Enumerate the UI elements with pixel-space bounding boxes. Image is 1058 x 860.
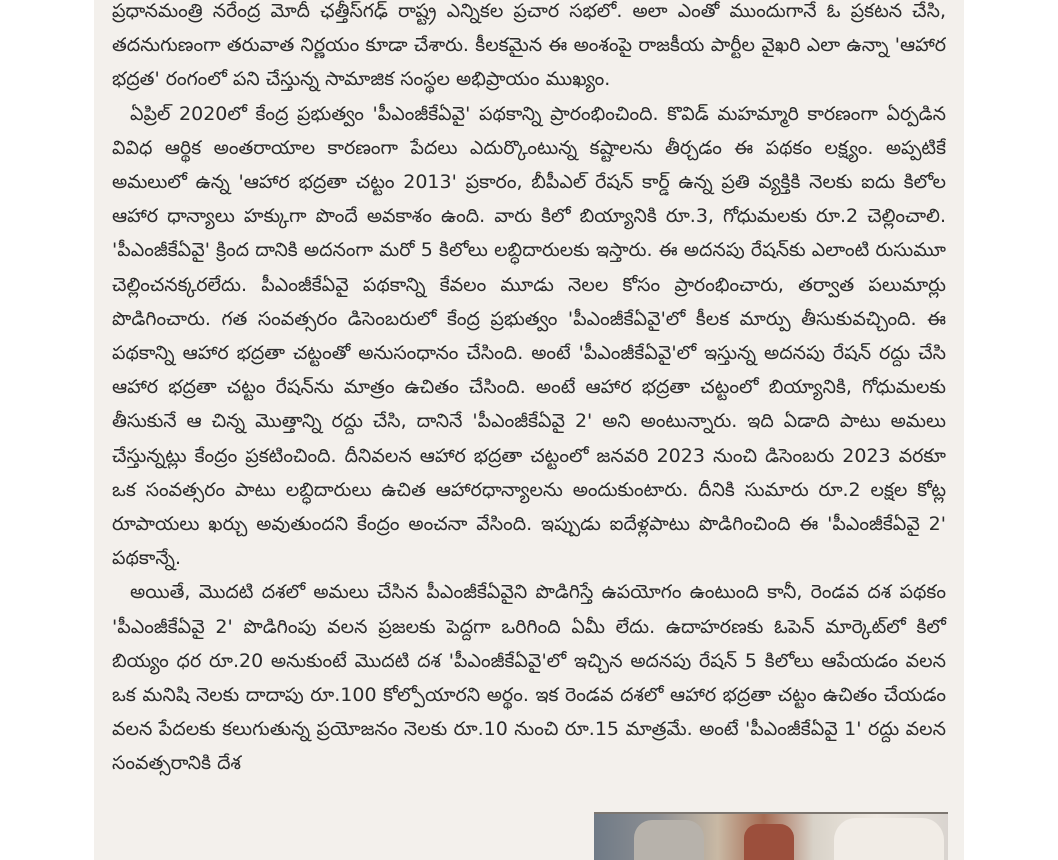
sack-shape — [834, 818, 944, 860]
sack-shape — [744, 824, 794, 860]
article-column — [94, 0, 964, 860]
article-body — [112, 0, 946, 781]
paragraph-3: అయితే, మొదటి దశలో అమలు చేసిన పీఎంజీకేఏవైని పొడిగిస్తే ఉపయోగం ఉంటుంది కానీ, రెండవ దశ పథకం 'పీఎంజీకేఏవై 2' పొడిగింపు వలన ప్రజలకు పెద్దగా ఒరిగింది ఏమీ లేదు. ఉదాహరణకు ఓపెన్ మార్కెట్‌లో కిలో బియ్యం ధర రూ.20 అనుకుంటే మొదటి దశ 'పీఎంజీకేఏవై'లో ఇచ్చిన అదనపు రేషన్ 5 కిలోలు ఆపేయడం వలన ఒక మనిషి నెలకు దాదాపు రూ.100 కోల్పోయారని అర్థం. ఇక రెండవ దశలో ఆహార భద్రతా చట్టం ఉచితం చేయడం వలన పేదలకు కలుగుతున్న ప్రయోజనం నెలకు రూ.10 నుంచి రూ.15 మాత్రమే. అంటే 'పీఎంజీకేఏవై 1' రద్దు వలన సంవత్సరానికి దేశ — [112, 581, 946, 775]
paragraph-2: ఏప్రిల్ 2020లో కేంద్ర ప్రభుత్వం 'పీఎంజీకేఏవై' పథకాన్ని ప్రారంభించింది. కొవిడ్ మహమ్మారి కారణంగా ఏర్పడిన వివిధ ఆర్థిక అంతరాయాల కారణంగా పేదలు ఎదుర్కొంటున్న కష్టాలను తీర్చడం ఈ పథకం లక్ష్యం. అప్పటికే అమలులో ఉన్న 'ఆహార భద్రతా చట్టం 2013' ప్రకారం, బీపీఎల్ రేషన్ కార్డ్ ఉన్న ప్రతి వ్యక్తికి నెలకు ఐదు కిలోల ఆహార ధాన్యాలు హక్కుగా పొందే అవకాశం ఉంది. వారు కిలో బియ్యానికి రూ.3, గోధుమలకు రూ.2 చెల్లించాలి. 'పీఎంజీకేఏవై' క్రింద దానికి అదనంగా మరో 5 కిలోలు లబ్ధిదారులకు ఇస్తారు. ఈ అదనపు రేషన్‌కు ఎలాంటి రుసుమూ చెల్లించనక్కరలేదు. పీఎంజీకేఏవై పథకాన్ని కేవలం మూడు నెలల కోసం ప్రారంభించారు, తర్వాత పలుమార్లు పొడిగించారు. గత సంవత్సరం డిసెంబరులో కేంద్ర ప్రభుత్వం 'పీఎంజీకేఏవై'లో కీలక మార్పు తీసుకువచ్చింది. ఈ పథకాన్ని ఆహార భద్రతా చట్టంతో అనుసంధానం చేసింది. అంటే 'పీఎంజీకేఏవై'లో ఇస్తున్న అదనపు రేషన్ రద్దు చేసి ఆహార భద్రతా చట్టం రేషన్‌ను మాత్రం ఉచితం చేసింది. అంటే ఆహార భద్రతా చట్టంలో బియ్యానికి, గోధుమలకు తీసుకునే ఆ చిన్న మొత్తాన్ని రద్దు చేసి, దానినే 'పీఎంజీకేఏవై 2' అని అంటున్నారు. ఇది ఏడాది పాటు అమలు చేస్తున్నట్లు కేంద్రం ప్రకటించింది. దీనివలన ఆహార భద్రతా చట్టంలో జనవరి 2023 నుంచి డిసెంబరు 2023 వరకూ ఒక సంవత్సరం పాటు లబ్ధిదారులు ఉచిత ఆహారధాన్యాలను అందుకుంటారు. దీనికి సుమారు రూ.2 లక్షల కోట్ల రూపాయలు ఖర్చు అవుతుందని కేంద్రం అంచనా వేసింది. ఇప్పుడు ఐదేళ్లపాటు పొడిగించింది ఈ 'పీఎంజీకేఏవై 2' పథకాన్నే. — [112, 102, 946, 570]
sack-shape — [634, 820, 704, 860]
paragraph-1: ప్రధానమంత్రి నరేంద్ర మోదీ ఛత్తీస్‌గఢ్ రాష్ట్ర ఎన్నికల ప్రచార సభలో. అలా ఎంతో ముందుగానే ఓ ప్రకటన చేసి, తదనుగుణంగా తరువాత నిర్ణయం కూడా చేశారు. కీలకమైన ఈ అంశంపై రాజకీయ పార్టీల వైఖరి ఎలా ఉన్నా 'ఆహార భద్రత' రంగంలో పని చేస్తున్న సామాజిక సంస్థల అభిప్రాయం ముఖ్యం. — [112, 0, 946, 91]
rice-sacks-photo — [594, 812, 948, 860]
